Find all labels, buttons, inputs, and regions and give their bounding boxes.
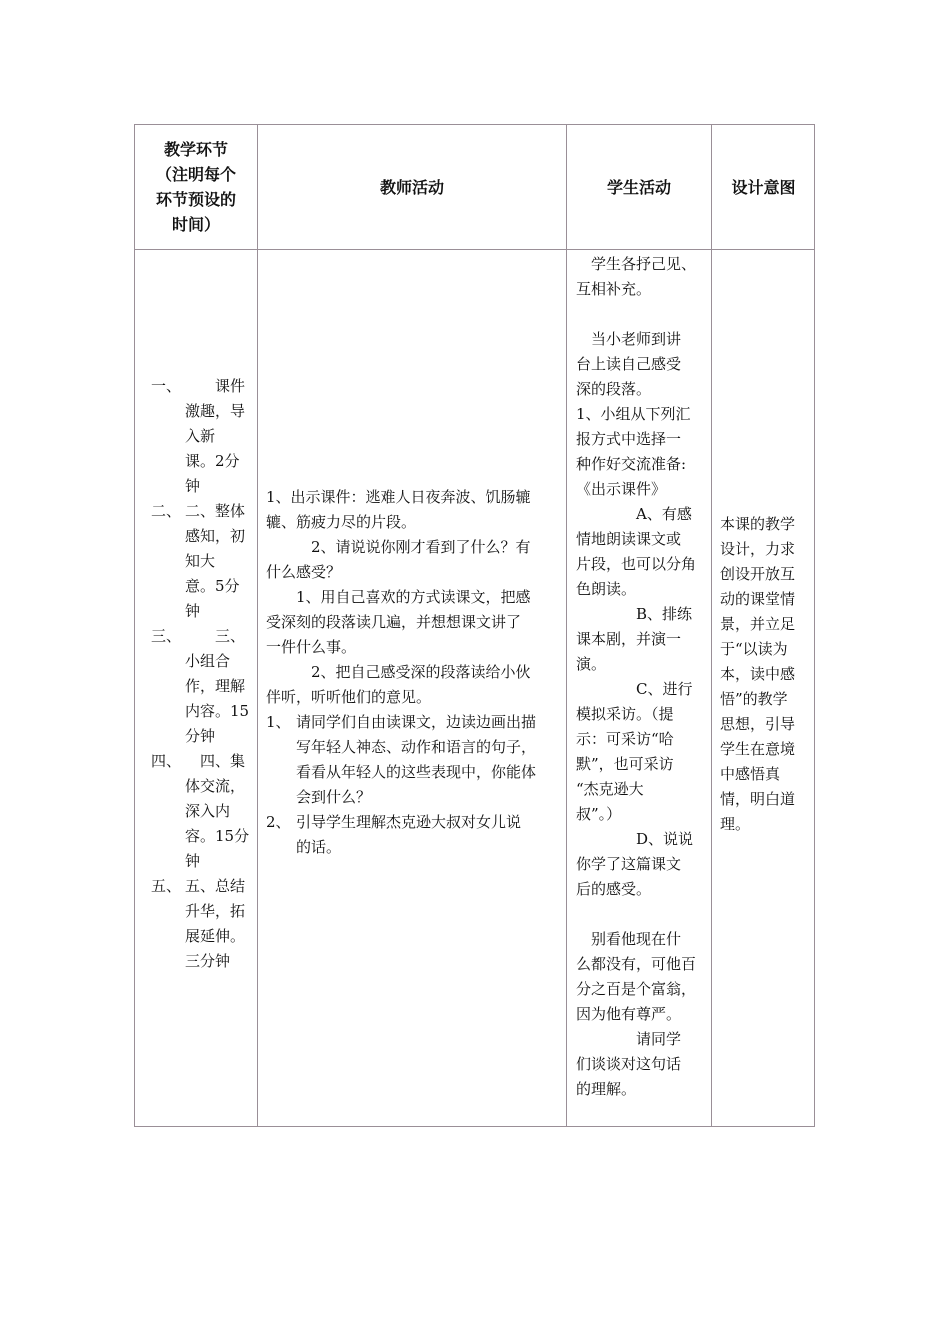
- stages-cell: [135, 249, 257, 1126]
- student-line: B、排练: [576, 605, 693, 623]
- student-line: 的理解。: [576, 1080, 637, 1098]
- stage-number: 二、: [151, 502, 182, 520]
- student-line: 片段，也可以分角: [576, 555, 697, 573]
- header-line: 时间）: [171, 215, 220, 234]
- header-line: 环节预设的: [155, 190, 236, 209]
- student-line: 因为他有尊严。: [576, 1005, 682, 1023]
- stage-line: 内容。15: [185, 702, 250, 720]
- design-intent-cell: [712, 249, 815, 1126]
- stage-line: 课件: [185, 377, 246, 395]
- header-line: （注明每个: [155, 165, 236, 184]
- student-line: 报方式中选择一: [576, 430, 682, 448]
- student-line: C、进行: [576, 680, 693, 698]
- stage-line: 小组合: [185, 652, 231, 670]
- student-line: 课本剧，并演一: [576, 630, 682, 648]
- student-line: 情地朗读课文或: [576, 530, 682, 548]
- student-line: 深的段落。: [576, 380, 652, 398]
- intent-line: 景，并立足: [720, 615, 796, 633]
- item-line: 看看从年轻人的这些表现中，你能体: [296, 763, 537, 781]
- header-student-activity: 学生活动: [606, 177, 671, 197]
- stage-line: 意。5分: [185, 577, 240, 595]
- stage-number: 三、: [151, 627, 182, 645]
- item-number: 2、: [266, 813, 291, 831]
- teacher-activity-cell: [258, 249, 566, 1126]
- stage-line: 五、总结: [185, 877, 246, 895]
- student-line: D、说说: [576, 830, 694, 848]
- student-line: 《出示课件》: [576, 480, 667, 498]
- student-line: 模拟采访。（提: [576, 705, 674, 723]
- header-teacher-activity: 教师活动: [379, 177, 444, 197]
- item-line: 会到什么？: [296, 788, 372, 806]
- intent-line: 学生在意境: [720, 740, 796, 758]
- stage-line: 入新: [185, 427, 216, 445]
- header-teaching-stage: [135, 125, 257, 249]
- intent-line: 本，读中感: [720, 665, 796, 683]
- student-line: A、有感: [576, 505, 692, 523]
- student-line: “杰克逊大: [576, 780, 644, 798]
- student-line: 示：可采访“哈: [576, 730, 674, 748]
- item-text: [296, 710, 558, 810]
- stage-line: 钟: [185, 477, 201, 495]
- student-line: 学生各抒己见、: [576, 255, 697, 273]
- stage-item: [135, 499, 257, 624]
- stage-text: [185, 749, 257, 874]
- item-line: 引导学生理解杰克逊大叔对女儿说: [296, 813, 522, 831]
- stage-line: 体交流，: [185, 777, 246, 795]
- stage-line: 钟: [185, 602, 201, 620]
- student-line: [576, 302, 707, 327]
- intent-line: 思想，引导: [720, 715, 796, 733]
- stage-line: 容。15分: [185, 827, 250, 845]
- student-activity-cell: [567, 249, 711, 1126]
- teacher-line: 伴听，听听他们的意见。: [266, 688, 432, 706]
- intent-line: 悟”的教学: [720, 690, 788, 708]
- student-line: 后的感受。: [576, 880, 652, 898]
- student-line: 分之百是个富翁，: [576, 980, 697, 998]
- student-line: 么都没有，可他百: [576, 955, 697, 973]
- stage-line: 作，理解: [185, 677, 246, 695]
- header-design-intent: 设计意图: [731, 177, 796, 197]
- stage-item: [135, 874, 257, 974]
- student-line: 你学了这篇课文: [576, 855, 682, 873]
- stage-text: [185, 374, 257, 499]
- intent-line: 创设开放互: [720, 565, 796, 583]
- intent-line: 本课的教学: [720, 515, 796, 533]
- stage-line: 三分钟: [185, 952, 231, 970]
- item-line: 的话。: [296, 838, 342, 856]
- intent-line: 中感悟真: [720, 765, 781, 783]
- intent-line: 动的课堂情: [720, 590, 796, 608]
- teacher-line: 什么感受？: [266, 563, 342, 581]
- stage-number: 一、: [151, 377, 182, 395]
- student-line: 种作好交流准备:: [576, 455, 687, 473]
- teacher-numbered-item: [266, 810, 558, 860]
- student-line: 台上读自己感受: [576, 355, 682, 373]
- stage-line: 感知，初: [185, 527, 246, 545]
- intent-line: 于“以读为: [720, 640, 788, 658]
- teacher-line: 1、用自己喜欢的方式读课文，把感: [266, 588, 531, 606]
- stage-text: [185, 874, 257, 974]
- teacher-numbered-item: [266, 710, 558, 810]
- student-line: [576, 902, 707, 927]
- stage-item: [135, 749, 257, 874]
- teacher-line: 辘、筋疲力尽的片段。: [266, 513, 417, 531]
- stage-line: 四、集: [185, 752, 246, 770]
- stage-line: 展延伸。: [185, 927, 246, 945]
- student-line: 当小老师到讲: [576, 330, 682, 348]
- student-line: 1、小组从下列汇: [576, 405, 691, 423]
- stage-line: 激趣，导: [185, 402, 246, 420]
- stage-line: 课。2分: [185, 452, 240, 470]
- item-line: 请同学们自由读课文，边读边画出描: [296, 713, 537, 731]
- student-line: 叔”。）: [576, 805, 622, 823]
- student-line: 互相补充。: [576, 280, 652, 298]
- item-text: [296, 810, 558, 860]
- student-line: 默”，也可采访: [576, 755, 674, 773]
- stage-line: 三、: [185, 627, 246, 645]
- intent-line: 理。: [720, 815, 751, 833]
- stage-text: [185, 624, 257, 749]
- student-line: 别看他现在什: [576, 930, 682, 948]
- item-line: 写年轻人神态、动作和语言的句子，: [296, 738, 537, 756]
- student-line: 请同学: [576, 1030, 682, 1048]
- stage-item: [135, 624, 257, 749]
- stage-line: 分钟: [185, 727, 216, 745]
- stage-number: 四、: [151, 752, 182, 770]
- intent-line: 情，明白道: [720, 790, 796, 808]
- stage-item: [135, 374, 257, 499]
- lesson-plan-table: [134, 124, 815, 1127]
- item-number: 1、: [266, 713, 291, 731]
- teacher-line: 2、请说说你刚才看到了什么？有: [266, 538, 531, 556]
- teacher-line: 1、出示课件：逃难人日夜奔波、饥肠辘: [266, 488, 531, 506]
- teacher-line: 2、把自己感受深的段落读给小伙: [266, 663, 531, 681]
- stage-line: 二、整体: [185, 502, 246, 520]
- stage-number: 五、: [151, 877, 182, 895]
- intent-line: 设计，力求: [720, 540, 796, 558]
- student-line: 们谈谈对这句话: [576, 1055, 682, 1073]
- teacher-line: 一件什么事。: [266, 638, 357, 656]
- student-line: 色朗读。: [576, 580, 637, 598]
- stage-text: [185, 499, 257, 624]
- header-line: 教学环节: [163, 140, 228, 159]
- student-line: 演。: [576, 655, 607, 673]
- stage-line: 深入内: [185, 802, 231, 820]
- stage-line: 知大: [185, 552, 216, 570]
- stage-line: 升华，拓: [185, 902, 246, 920]
- teacher-line: 受深刻的段落读几遍，并想想课文讲了: [266, 613, 522, 631]
- stage-line: 钟: [185, 852, 201, 870]
